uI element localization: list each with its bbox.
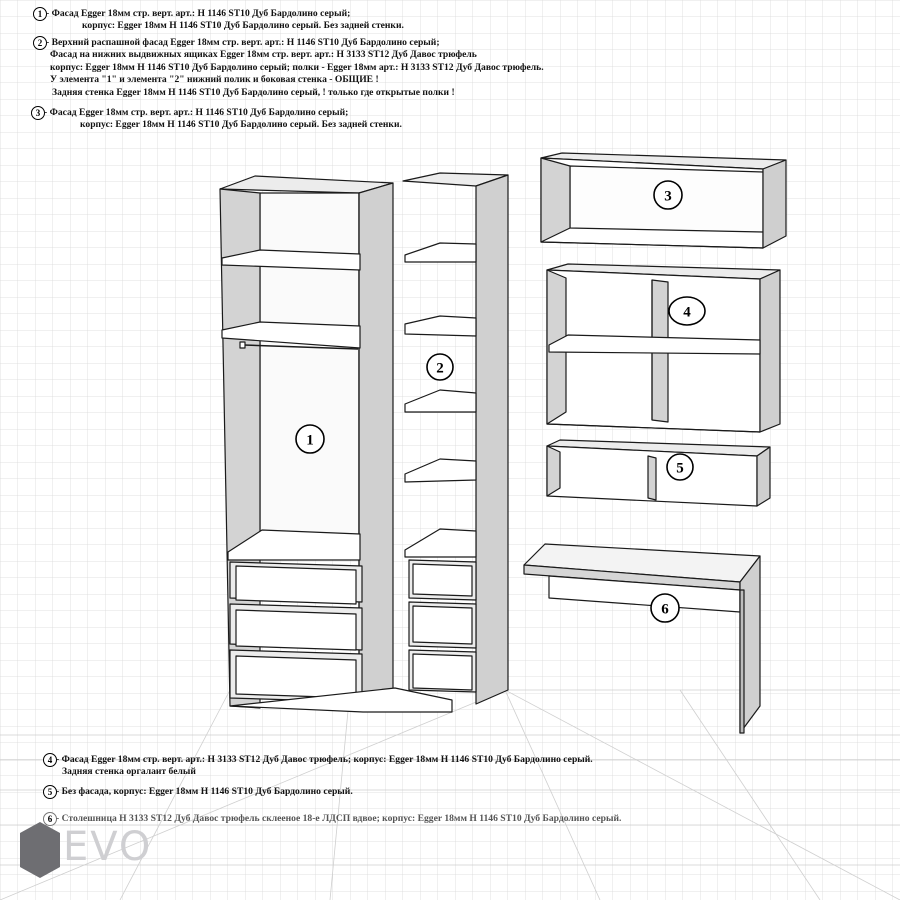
svg-text:4: 4 — [47, 755, 53, 766]
logo-hex-icon — [20, 822, 60, 878]
note-4-line-1: - Фасад Egger 18мм стр. верт. арт.: Н 3133 ST12 Дуб Давос трюфель; корпус: Egger 18мм Н 1146 ST10 Дуб Бардолино серый. — [56, 754, 593, 765]
svg-text:6: 6 — [661, 601, 669, 618]
svg-text:3: 3 — [35, 108, 41, 119]
note-4-line-2: Задняя стенка оргалаит белый — [62, 766, 196, 778]
note-2-line-4: У элемента "1" и элемента "2" нижний полик и боковая стенка - ОБЩИЕ ! — [50, 74, 379, 86]
note-5 — [56, 786, 353, 798]
cabinet-4 — [547, 264, 780, 432]
label-1 — [296, 425, 324, 453]
note-1-line-1: - Фасад Egger 18мм стр. верт. арт.: Н 1146 ST10 Дуб Бардолино серый; — [46, 8, 351, 19]
note-2-line-1: - Верхний распашной фасад Egger 18мм стр. верт. арт.: Н 1146 ST10 Дуб Бардолино серый; — [46, 37, 440, 48]
note-4 — [56, 754, 593, 779]
note-6 — [56, 813, 621, 825]
note-6-line-1: - Столешница Н 3133 ST12 Дуб Давос трюфель склееное 18-е ЛДСП вдвое; корпус: Egger 18мм Н 1146 ST10 Дуб Бардолино серый. — [56, 813, 622, 824]
svg-text:1: 1 — [37, 9, 43, 20]
note-2-line-3: корпус: Egger 18мм Н 1146 ST10 Дуб Бардолино серый; полки - Egger 18мм арт.: Н 3133 ST12 Дуб Давос трюфель. — [50, 61, 544, 73]
svg-text:4: 4 — [683, 304, 691, 321]
evo-logo — [20, 822, 152, 878]
label-6 — [651, 594, 679, 622]
note-marker-4 — [44, 754, 57, 767]
svg-text:1: 1 — [306, 432, 314, 449]
note-2-line-2: Фасад на нижних выдвижных ящиках Egger 18мм стр. верт. арт.: Н 3133 ST12 Дуб Давос трюфель — [50, 49, 477, 61]
label-5 — [667, 454, 693, 480]
note-2-line-5: Задняя стенка Egger 18мм Н 1146 ST10 Дуб Бардолино серый, ! только где открытые полки ! — [52, 86, 455, 98]
svg-text:3: 3 — [664, 188, 672, 205]
note-5-line-1: - Без фасада, корпус: Egger 18мм Н 1146 ST10 Дуб Бардолино серый. — [56, 786, 353, 797]
label-2 — [427, 354, 453, 380]
svg-text:5: 5 — [676, 460, 684, 477]
note-1-line-2: корпус: Egger 18мм Н 1146 ST10 Дуб Бардолино серый. Без задней стенки. — [82, 20, 404, 32]
note-marker-1 — [34, 8, 47, 21]
svg-text:2: 2 — [436, 360, 444, 377]
note-3-line-1: - Фасад Egger 18мм стр. верт. арт.: Н 1146 ST10 Дуб Бардолино серый; — [44, 107, 349, 118]
svg-text:2: 2 — [37, 38, 43, 49]
note-marker-6 — [44, 813, 57, 826]
label-3 — [654, 181, 682, 209]
note-1 — [46, 8, 404, 33]
note-3-line-2: корпус: Egger 18мм Н 1146 ST10 Дуб Бардолино серый. Без задней стенки. — [80, 119, 402, 131]
note-3 — [44, 107, 402, 132]
shelf-5 — [547, 440, 770, 506]
note-2 — [46, 37, 544, 99]
note-marker-2 — [34, 37, 47, 50]
svg-text:EVO: EVO — [63, 824, 153, 870]
svg-text:5: 5 — [47, 787, 53, 798]
note-marker-5 — [44, 786, 57, 799]
svg-text:6: 6 — [47, 814, 53, 825]
note-marker-3 — [32, 107, 45, 120]
label-4 — [669, 297, 705, 325]
